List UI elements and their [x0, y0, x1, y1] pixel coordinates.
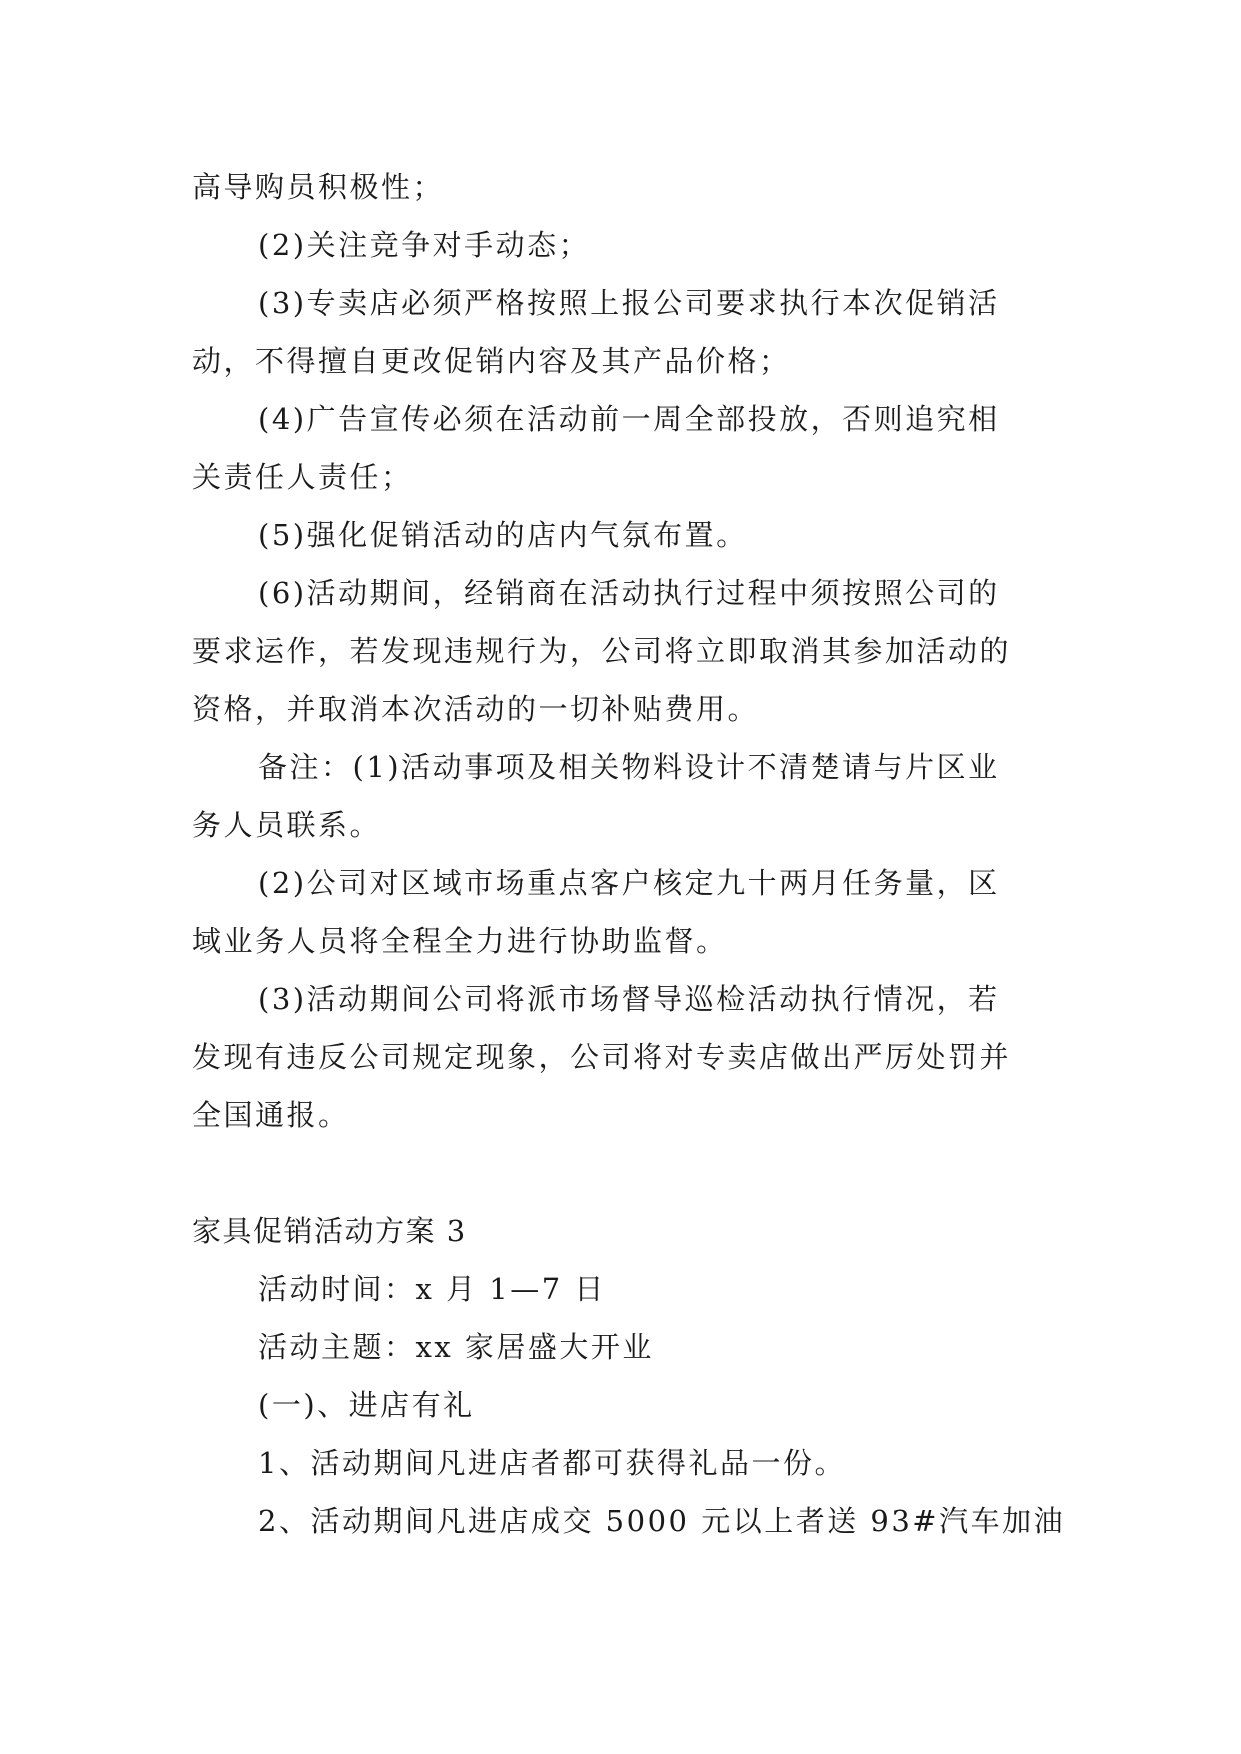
text-line: 2、活动期间凡进店成交 5000 元以上者送 93#汽车加油 [258, 1504, 1066, 1538]
text-line: 活动时间：x 月 1—7 日 [258, 1272, 606, 1306]
section-previous-content [192, 158, 1050, 1144]
text-line: 务人员联系。 [192, 808, 382, 842]
text-line: (4)广告宣传必须在活动前一周全部投放，否则追究相 [258, 402, 1000, 436]
text-line: (2)公司对区域市场重点客户核定九十两月任务量，区 [258, 866, 1000, 900]
text-line: (5)强化促销活动的店内气氛布置。 [258, 518, 748, 552]
text-line: (3)专卖店必须严格按照上报公司要求执行本次促销活 [258, 286, 1000, 320]
text-line: 资格，并取消本次活动的一切补贴费用。 [192, 692, 760, 726]
section-title: 家具促销活动方案 3 [192, 1214, 467, 1248]
text-line: 动，不得擅自更改促销内容及其产品价格； [192, 344, 791, 378]
text-line: (2)关注竞争对手动态； [258, 228, 591, 262]
text-line: (6)活动期间，经销商在活动执行过程中须按照公司的 [258, 576, 1000, 610]
section-gap [192, 1144, 1050, 1202]
text-line: (一)、进店有礼 [258, 1388, 475, 1422]
text-line: 活动主题：xx 家居盛大开业 [258, 1330, 654, 1364]
section-new-content [192, 1260, 1066, 1550]
text-line: 全国通报。 [192, 1098, 350, 1132]
text-line: (3)活动期间公司将派市场督导巡检活动执行情况，若 [258, 982, 1000, 1016]
text-line: 域业务人员将全程全力进行协助监督。 [192, 924, 728, 958]
document-body [192, 158, 1066, 1550]
text-line: 要求运作，若发现违规行为，公司将立即取消其参加活动的 [192, 634, 1012, 668]
text-line: 发现有违反公司规定现象，公司将对专卖店做出严厉处罚并 [192, 1040, 1012, 1074]
text-line: 备注：(1)活动事项及相关物料设计不清楚请与片区业 [258, 750, 1000, 784]
text-line: 高导购员积极性； [192, 170, 445, 204]
text-line: 关责任人责任； [192, 460, 413, 494]
text-line: 1、活动期间凡进店者都可获得礼品一份。 [258, 1446, 846, 1480]
